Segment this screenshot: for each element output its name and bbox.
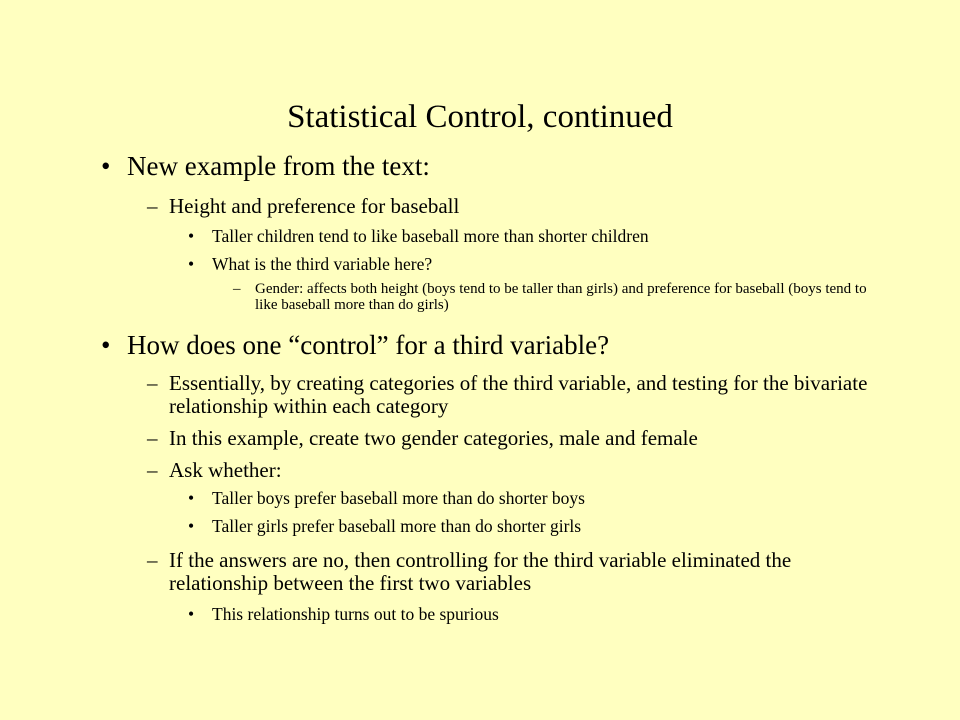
bullet-marker: • (188, 604, 195, 624)
bullet-marker: • (101, 330, 111, 360)
sub-bullet-ask-whether (147, 459, 889, 482)
sub-bullet-two-categories (147, 427, 889, 450)
dash-marker: – (147, 371, 158, 395)
dash-marker: – (147, 194, 158, 218)
bullet-text: New example from the text: (127, 151, 430, 181)
sub-bullet-essentially (147, 372, 889, 417)
point-third-variable-question (188, 255, 892, 274)
bullet-text: Height and preference for baseball (169, 194, 460, 218)
bullet-text: If the answers are no, then controlling for the third variable eliminated the relationship between the first two variables (169, 548, 792, 595)
bullet-text: This relationship turns out to be spurious (212, 604, 499, 624)
dash-marker: – (147, 458, 158, 482)
bullet-text: Taller children tend to like baseball more than shorter children (212, 226, 649, 246)
bullet-text: Gender: affects both height (boys tend to be taller than girls) and preference for baseball (boys tend to like baseball more than do girls) (255, 281, 867, 313)
bullet-text: How does one “control” for a third variable? (127, 330, 610, 360)
bullet-marker: • (188, 516, 195, 536)
slide-title: Statistical Control, continued (287, 99, 673, 135)
point-taller-girls (188, 517, 892, 536)
bullet-how-to-control (103, 331, 887, 360)
bullet-text: Taller girls prefer baseball more than do shorter girls (212, 516, 582, 536)
bullet-new-example (103, 152, 887, 181)
bullet-marker: • (188, 488, 195, 508)
dash-marker: – (147, 426, 158, 450)
dash-marker: – (233, 281, 241, 297)
bullet-text: Ask whether: (169, 458, 282, 482)
point-taller-children (188, 227, 892, 246)
bullet-text: Essentially, by creating categories of the third variable, and testing for the bivariate relationship within each category (169, 371, 868, 418)
point-spurious (188, 605, 892, 624)
sub-point-gender (233, 282, 875, 314)
bullet-text: What is the third variable here? (212, 254, 433, 274)
bullet-text: Taller boys prefer baseball more than do shorter boys (212, 488, 585, 508)
point-taller-boys (188, 489, 892, 508)
sub-bullet-height-preference (147, 195, 889, 218)
sub-bullet-if-answers-no (147, 549, 889, 594)
dash-marker: – (147, 548, 158, 572)
bullet-text: In this example, create two gender categories, male and female (169, 426, 698, 450)
bullet-marker: • (188, 226, 195, 246)
bullet-marker: • (101, 151, 111, 181)
bullet-marker: • (188, 254, 195, 274)
